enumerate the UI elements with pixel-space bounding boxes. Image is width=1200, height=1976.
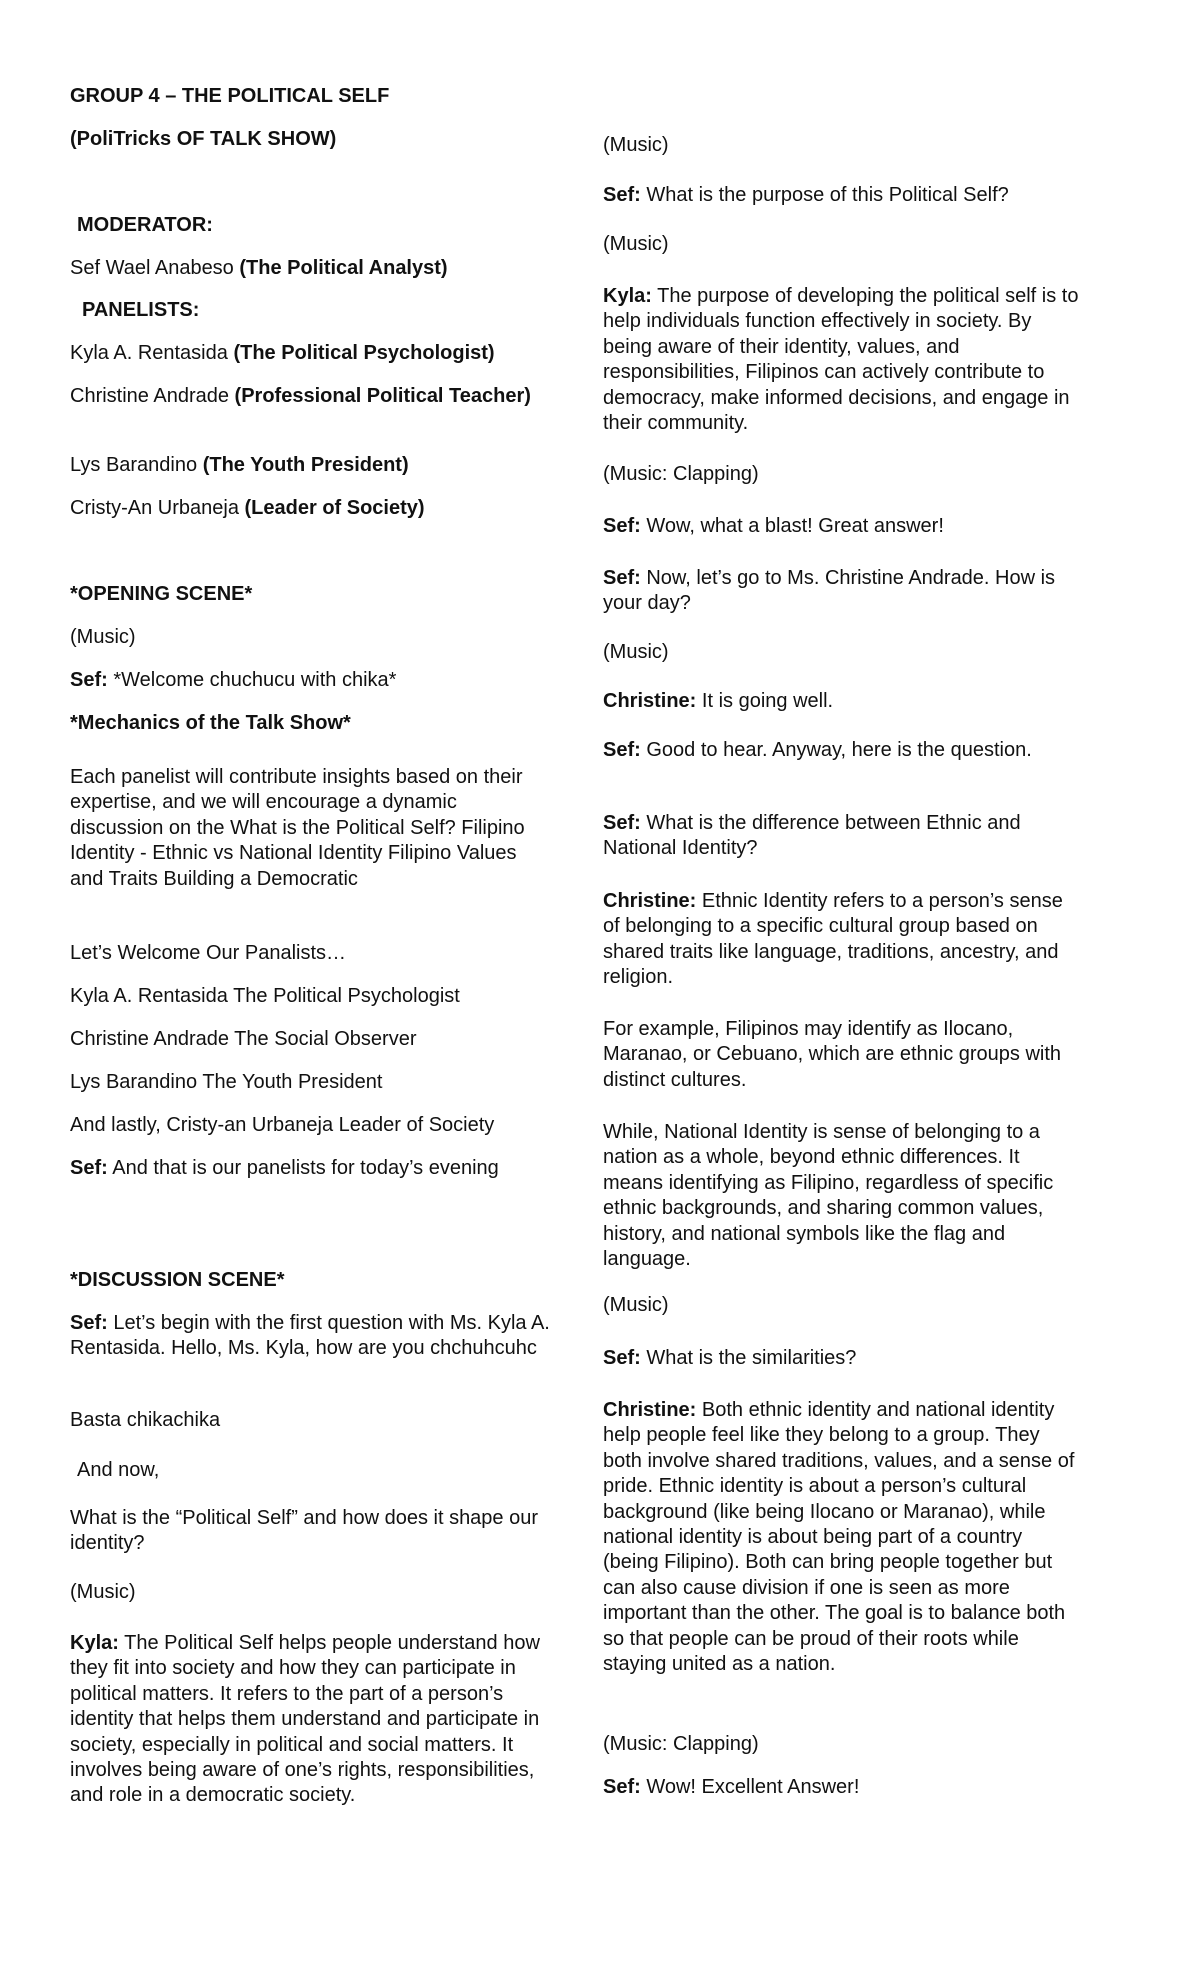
question-line: What is the “Political Self” and how does it shape our identity? (70, 1507, 539, 1555)
dialogue-text: What is the purpose of this Political Self? (640, 184, 1009, 206)
panelist-role: (Leader of Society) (244, 497, 425, 519)
paragraph: For example, Filipinos may identify as Ilocano, Maranao, or Cebuano, which are ethnic groups with distinct cultures. (603, 1018, 1062, 1091)
dialogue-line (603, 1775, 1083, 1800)
dialogue-line (603, 1346, 1083, 1371)
dialogue-text: The Political Self helps people understand how they fit into society and how they can participate in political matters. It refers to the part of a person’s identity that helps them understand and participate in society, especially in political and social matters. It involves being aware of one’s rights, responsibilities, and role in a democratic society. (70, 1632, 540, 1807)
document-title: GROUP 4 – THE POLITICAL SELF (70, 85, 390, 107)
stage-direction: (Music) (603, 134, 669, 156)
dialogue-line (70, 1631, 550, 1809)
dialogue-line (70, 1156, 550, 1181)
mechanics-heading: *Mechanics of the Talk Show* (70, 712, 351, 734)
speaker-label: Kyla: (603, 285, 652, 307)
dialogue-line (603, 566, 1083, 617)
dialogue-line (603, 889, 1083, 991)
speaker-label: Sef: (603, 515, 641, 537)
panelist-role: (Professional Political Teacher) (234, 385, 531, 407)
panelist-role: (The Political Psychologist) (233, 342, 495, 364)
mechanics-paragraph: Each panelist will contribute insights based on their expertise, and we will encourage a dynamic discussion on the What is the Political Self? Filipino Identity - Ethnic vs National Identity Filipino Values and Traits Building a Democratic (70, 766, 525, 890)
dialogue-text: Wow, what a blast! Great answer! (640, 515, 944, 537)
dialogue-text: The purpose of developing the political self is to help individuals function effectively in society. By being aware of their identity, values, and responsibilities, Filipinos can actively contribute to democracy, make informed decisions, and engage in their community. (603, 285, 1079, 434)
panelist-role: (The Youth President) (202, 454, 409, 476)
speaker-label: Sef: (70, 1312, 108, 1334)
dialogue-line (603, 1398, 1083, 1677)
panelist-name: Christine Andrade (70, 385, 235, 407)
dialogue-line (70, 1311, 550, 1362)
moderator-name: Sef Wael Anabeso (70, 257, 240, 279)
dialogue-text: And that is our panelists for today’s evening (107, 1157, 499, 1179)
moderator-heading: MODERATOR: (77, 214, 213, 236)
panelist-entry (70, 496, 550, 521)
dialogue-line (603, 284, 1083, 436)
panelists-heading: PANELISTS: (82, 299, 200, 321)
panelist-entry (70, 453, 550, 478)
dialogue-text: *Welcome chuchucu with chika* (107, 669, 397, 691)
paragraph: While, National Identity is sense of belonging to a nation as a whole, beyond ethnic differences. It means identifying as Filipino, regardless of specific ethnic backgrounds, and sharing common values, history, and national symbols like the flag and language. (603, 1121, 1054, 1270)
opening-scene-heading: *OPENING SCENE* (70, 583, 253, 605)
speaker-label: Kyla: (70, 1632, 119, 1654)
dialogue-text: Good to hear. Anyway, here is the question. (640, 739, 1032, 761)
panelist-entry (70, 341, 550, 366)
document-subtitle: (PoliTricks OF TALK SHOW) (70, 128, 337, 150)
panelist-name: Lys Barandino (70, 454, 203, 476)
panelist-name: Kyla A. Rentasida (70, 342, 234, 364)
speaker-label: Sef: (603, 1347, 641, 1369)
stage-direction: (Music) (603, 641, 669, 663)
dialogue-text: Now, let’s go to Ms. Christine Andrade. How is your day? (603, 567, 1056, 615)
dialogue-text: What is the difference between Ethnic and National Identity? (603, 812, 1021, 860)
aside-line: And now, (77, 1459, 160, 1481)
speaker-label: Sef: (603, 812, 641, 834)
speaker-label: Sef: (70, 669, 108, 691)
speaker-label: Sef: (70, 1157, 108, 1179)
dialogue-text: Ethnic Identity refers to a person’s sense of belonging to a specific cultural group based on shared traits like language, traditions, ancestry, and religion. (603, 890, 1063, 989)
dialogue-line (603, 514, 1083, 539)
panelist-intro: Christine Andrade The Social Observer (70, 1028, 417, 1050)
panelist-intro: Lys Barandino The Youth President (70, 1071, 383, 1093)
dialogue-line (70, 668, 550, 693)
speaker-label: Christine: (603, 1399, 697, 1421)
moderator-entry (70, 256, 550, 281)
speaker-label: Sef: (603, 567, 641, 589)
stage-direction: (Music) (70, 1581, 136, 1603)
dialogue-text: Wow! Excellent Answer! (640, 1776, 860, 1798)
panelist-intro: Kyla A. Rentasida The Political Psychologist (70, 985, 460, 1007)
speaker-label: Sef: (603, 1776, 641, 1798)
dialogue-text: Both ethnic identity and national identity help people feel like they belong to a group. They both involve shared traditions, values, and a sense of pride. Ethnic identity is about a person’s cultural background (like being Ilocano or Maranao), while national identity is about being part of a country (being Filipino). Both can bring people together but can also cause division if one is seen as more important than the other. The goal is to balance both so that people can be proud of their roots while staying united as a nation. (603, 1399, 1075, 1675)
moderator-role: (The Political Analyst) (239, 257, 448, 279)
stage-direction: (Music: Clapping) (603, 1733, 759, 1755)
stage-direction: (Music) (603, 233, 669, 255)
welcome-panelists-line: Let’s Welcome Our Panalists… (70, 942, 347, 964)
speaker-label: Sef: (603, 184, 641, 206)
speaker-label: Christine: (603, 890, 697, 912)
stage-direction: (Music) (603, 1294, 669, 1316)
panelist-entry (70, 384, 550, 409)
panelist-intro: And lastly, Cristy-an Urbaneja Leader of Society (70, 1114, 495, 1136)
dialogue-line (603, 183, 1083, 208)
discussion-scene-heading: *DISCUSSION SCENE* (70, 1269, 285, 1291)
stage-direction: (Music) (70, 626, 136, 648)
dialogue-text: It is going well. (696, 690, 834, 712)
stage-direction: (Music: Clapping) (603, 463, 759, 485)
dialogue-text: Let’s begin with the first question with Ms. Kyla A. Rentasida. Hello, Ms. Kyla, how are you chchuhcuhc (70, 1312, 550, 1360)
speaker-label: Sef: (603, 739, 641, 761)
panelist-name: Cristy-An Urbaneja (70, 497, 245, 519)
speaker-label: Christine: (603, 690, 697, 712)
dialogue-line (603, 689, 1083, 714)
aside-line: Basta chikachika (70, 1409, 221, 1431)
dialogue-text: What is the similarities? (640, 1347, 857, 1369)
dialogue-line (603, 811, 1083, 862)
dialogue-line (603, 738, 1083, 763)
